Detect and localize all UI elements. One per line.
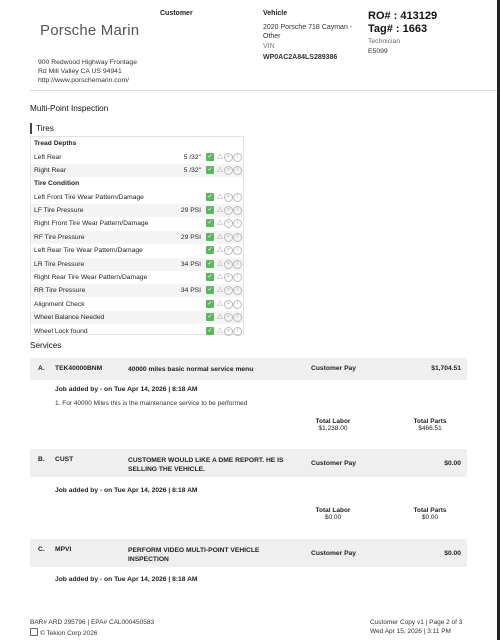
total-parts-value: $0.00 <box>421 514 439 521</box>
inspection-row <box>31 325 243 338</box>
footer-page-info: Customer Copy v1 | Page 2 of 3 <box>370 619 463 626</box>
tires-title: Tires <box>30 123 54 134</box>
not-applicable-icon[interactable]: / <box>233 153 242 162</box>
footer-print-date: Wed Apr 15, 2026 | 3:11 PM <box>370 627 451 635</box>
tag-number: Tag# : 1663 <box>368 23 428 35</box>
inspection-item-label: Wheel Balance Needed <box>34 314 105 322</box>
inspection-item-label: Right Rear <box>34 166 66 174</box>
check-green-icon[interactable]: ✓ <box>207 233 213 240</box>
technician-label: Technician <box>368 38 401 45</box>
warning-triangle-icon[interactable]: △ <box>217 152 223 160</box>
inspection-item-label: Wheel Lock found <box>34 327 88 335</box>
check-green-icon[interactable]: ✓ <box>207 247 213 254</box>
fail-circle-icon[interactable]: × <box>224 260 233 269</box>
not-applicable-icon[interactable]: / <box>233 313 242 322</box>
service-row-c <box>30 539 467 567</box>
vin-label: VIN <box>263 43 275 50</box>
check-green-icon[interactable]: ✓ <box>207 260 213 267</box>
warning-triangle-icon[interactable]: △ <box>217 313 223 321</box>
warning-triangle-icon[interactable]: △ <box>217 232 223 240</box>
warning-triangle-icon[interactable]: △ <box>217 192 223 200</box>
inspection-item-label: RF Tire Pressure <box>34 233 85 241</box>
total-labor-label: Total Labor <box>315 418 351 425</box>
service-row-a <box>30 358 467 380</box>
warning-triangle-icon[interactable]: △ <box>217 219 223 227</box>
warning-triangle-icon[interactable]: △ <box>217 286 223 294</box>
check-green-icon[interactable]: ✓ <box>207 206 213 213</box>
service-letter: C. <box>38 546 45 553</box>
service-row-b <box>30 449 467 477</box>
job-added-line: Job added by - on Tue Apr 14, 2026 | 8:18 AM <box>55 576 198 583</box>
fail-circle-icon[interactable]: × <box>224 193 233 202</box>
customer-label: Customer <box>160 10 193 17</box>
vehicle-line1: 2020 Porsche 718 Cayman - <box>263 24 353 31</box>
service-pay-type: Customer Pay <box>311 550 356 557</box>
total-labor-value: $0.00 <box>324 514 342 521</box>
footer-left <box>30 619 154 638</box>
inspection-row <box>31 258 243 271</box>
warning-triangle-icon[interactable]: △ <box>217 246 223 254</box>
services-title: Services <box>30 341 62 350</box>
fail-circle-icon[interactable]: × <box>224 273 233 282</box>
service-description: PERFORM VIDEO MULTI-POINT VEHICLE INSPECTION <box>128 547 260 563</box>
check-green-icon[interactable]: ✓ <box>207 193 213 200</box>
inspection-item-label: Right Front Tire Wear Pattern/Damage <box>34 220 149 228</box>
total-labor-value: $1,238.00 <box>318 425 348 432</box>
address-line: Rd Mill Valley CA US 94941 <box>38 68 122 76</box>
warning-triangle-icon[interactable]: △ <box>217 326 223 334</box>
service-pay-type: Customer Pay <box>311 365 356 372</box>
service-letter: B. <box>38 456 45 463</box>
check-green-icon[interactable]: ✓ <box>207 327 213 334</box>
inspection-row <box>31 204 243 217</box>
inspection-row <box>31 217 243 230</box>
vin-value: WP0AC2A84LS289386 <box>263 54 338 61</box>
dealer-logo: Porsche Marin <box>40 22 140 39</box>
service-letter: A. <box>38 365 45 372</box>
technician-id: E5099 <box>368 48 388 55</box>
footer-right <box>370 619 462 636</box>
not-applicable-icon[interactable]: / <box>233 327 242 336</box>
inspection-item-label: Left Rear Tire Wear Pattern/Damage <box>34 247 143 255</box>
inspection-item-label: RR Tire Pressure <box>34 287 86 295</box>
fail-circle-icon[interactable]: × <box>224 327 233 336</box>
fail-circle-icon[interactable]: × <box>224 313 233 322</box>
inspection-row <box>31 298 243 311</box>
inspection-item-value: 5 /32" <box>183 153 201 161</box>
inspection-row <box>31 311 243 324</box>
warning-triangle-icon[interactable]: △ <box>217 299 223 307</box>
inspection-item-label: Right Rear Tire Wear Pattern/Damage <box>34 273 148 281</box>
footer-bar-epa: BAR# ARD 295796 | EPA# CAL000450583 <box>30 619 155 626</box>
inspection-item-label: LF Tire Pressure <box>34 206 84 214</box>
tekion-logo-icon <box>30 628 38 636</box>
inspection-item-value: 34 PSI <box>180 260 201 268</box>
inspection-row <box>31 231 243 244</box>
not-applicable-icon[interactable]: / <box>233 219 242 228</box>
warning-triangle-icon[interactable]: △ <box>217 205 223 213</box>
fail-circle-icon[interactable]: × <box>224 206 233 215</box>
inspection-item-label: LR Tire Pressure <box>34 260 85 268</box>
inspection-row <box>31 191 243 204</box>
check-green-icon[interactable]: ✓ <box>207 314 213 321</box>
job-added-line: Job added by - on Tue Apr 14, 2026 | 8:18 AM <box>55 386 198 393</box>
fail-circle-icon[interactable]: × <box>224 166 233 175</box>
fail-circle-icon[interactable]: × <box>224 219 233 228</box>
check-green-icon[interactable]: ✓ <box>207 287 213 294</box>
dealer-address <box>38 58 137 86</box>
inspection-item-value: 29 PSI <box>180 233 201 241</box>
inspection-row <box>31 271 243 284</box>
tread-depths-label: Tread Depths <box>34 140 77 147</box>
dealer-website-link[interactable]: http://www.porschemarin.com/ <box>38 77 130 85</box>
total-parts-value: $466.51 <box>418 425 442 432</box>
tread-depths-heading <box>31 137 243 150</box>
not-applicable-icon[interactable]: / <box>233 260 242 269</box>
total-parts <box>400 507 460 521</box>
check-green-icon[interactable]: ✓ <box>207 273 213 280</box>
inspection-item-label: Alignment Check <box>34 300 85 308</box>
service-pay-type: Customer Pay <box>311 460 356 467</box>
service-amount: $0.00 <box>444 460 461 467</box>
inspection-item-label: Left Front Tire Wear Pattern/Damage <box>34 193 144 201</box>
tires-table <box>30 136 244 335</box>
inspection-item-value: 34 PSI <box>180 287 201 295</box>
fail-circle-icon[interactable]: × <box>224 233 233 242</box>
check-green-icon[interactable]: ✓ <box>207 300 213 307</box>
repair-order-number: RO# : 413129 <box>368 10 438 22</box>
fail-circle-icon[interactable]: × <box>224 286 233 295</box>
total-labor-label: Total Labor <box>315 507 351 514</box>
check-green-icon[interactable]: ✓ <box>207 166 213 173</box>
fail-circle-icon[interactable]: × <box>224 246 233 255</box>
inspection-row <box>31 244 243 257</box>
service-description: 40000 miles basic normal service menu <box>128 366 254 373</box>
not-applicable-icon[interactable]: / <box>233 286 242 295</box>
header-divider <box>30 90 497 91</box>
warning-triangle-icon[interactable]: △ <box>217 259 223 267</box>
tire-condition-heading <box>31 177 243 190</box>
inspection-item-value: 5 /32" <box>183 166 201 174</box>
warning-triangle-icon[interactable]: △ <box>217 165 223 173</box>
tire-condition-label: Tire Condition <box>34 180 80 187</box>
mpi-title: Multi-Point Inspection <box>30 104 109 113</box>
total-parts <box>400 418 460 432</box>
inspection-row <box>31 284 243 297</box>
footer-copyright-text: © Tekion Corp 2026 <box>40 629 98 637</box>
service-amount: $1,704.51 <box>431 365 461 372</box>
service-amount: $0.00 <box>444 550 461 557</box>
service-code: MPVI <box>55 546 72 553</box>
inspection-row <box>31 164 243 177</box>
total-labor <box>305 507 361 521</box>
job-added-line: Job added by - on Tue Apr 14, 2026 | 8:18 AM <box>55 487 198 494</box>
not-applicable-icon[interactable]: / <box>233 206 242 215</box>
footer-copyright <box>30 628 154 639</box>
inspection-item-value: 29 PSI <box>180 206 201 214</box>
check-green-icon[interactable]: ✓ <box>207 153 213 160</box>
vehicle-line2: Other <box>263 33 281 40</box>
address-line: 900 Redwood Highway Frontage <box>38 59 137 66</box>
vehicle-label: Vehicle <box>263 10 288 17</box>
service-code: CUST <box>55 456 74 463</box>
total-parts-label: Total Parts <box>413 507 447 514</box>
fail-circle-icon[interactable]: × <box>224 300 233 309</box>
service-description: CUSTOMER WOULD LIKE A DME REPORT. HE IS SELLING THE VEHICLE. <box>128 457 284 473</box>
inspection-row <box>31 151 243 164</box>
warning-triangle-icon[interactable]: △ <box>217 272 223 280</box>
not-applicable-icon[interactable]: / <box>233 233 242 242</box>
check-green-icon[interactable]: ✓ <box>207 220 213 227</box>
service-note: 1. For 40000 Miles this is the maintenance service to be performed <box>55 400 248 407</box>
not-applicable-icon[interactable]: / <box>233 166 242 175</box>
fail-circle-icon[interactable]: × <box>224 153 233 162</box>
inspection-item-label: Left Rear <box>34 153 62 161</box>
not-applicable-icon[interactable]: / <box>233 300 242 309</box>
not-applicable-icon[interactable]: / <box>233 193 242 202</box>
service-code: TEK40000BNM <box>55 365 103 372</box>
not-applicable-icon[interactable]: / <box>233 273 242 282</box>
total-labor <box>305 418 361 432</box>
not-applicable-icon[interactable]: / <box>233 246 242 255</box>
total-parts-label: Total Parts <box>413 418 447 425</box>
